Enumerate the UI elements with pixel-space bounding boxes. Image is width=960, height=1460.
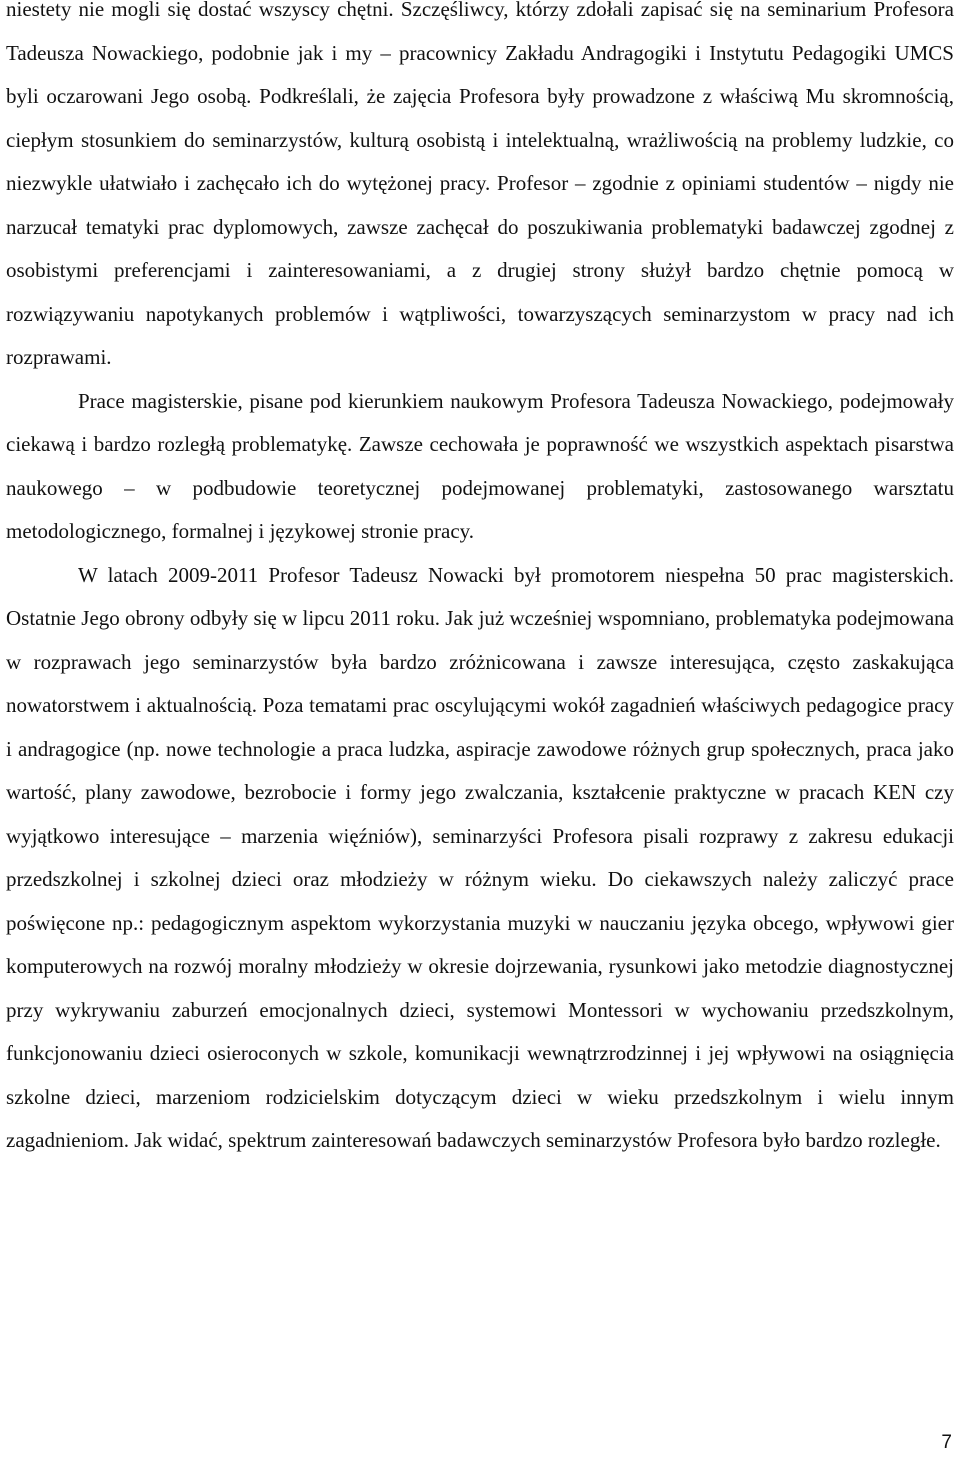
document-page [6, 0, 954, 1460]
paragraph-seminar-continuation: niestety nie mogli się dostać wszyscy chętni. Szczęśliwcy, którzy zdołali zapisać się na seminarium Profesora Tadeusza Nowackiego, podobnie jak i my – pracownicy Zakładu Andragogiki i Instytutu Pedagogiki UMCS byli oczarowani Jego osobą. Podkreślali, że zajęcia Profesora były prowadzone z właściwą Mu skromnością, ciepłym stosunkiem do seminarzystów, kulturą osobistą i intelektualną, wrażliwością na problemy ludzkie, co niezwykle ułatwiało i zachęcało ich do wytężonej pracy. Profesor – zgodnie z opiniami studentów – nigdy nie narzucał tematyki prac dyplomowych, zawsze zachęcał do poszukiwania problematyki badawczej zgodnej z osobistymi preferencjami i zainteresowaniami, a z drugiej strony służył bardzo chętnie pomocą w rozwiązywaniu napotykanych problemów i wątpliwości, towarzyszących seminarzystom w pracy nad ich rozprawami. [6, 0, 954, 369]
page-number: 7 [941, 1432, 952, 1453]
paragraph-promoted-theses: W latach 2009-2011 Profesor Tadeusz Nowacki był promotorem niespełna 50 prac magisterskich. Ostatnie Jego obrony odbyły się w lipcu 2011 roku. Jak już wcześniej wspomniano, problematyka podejmowana w rozprawach jego seminarzystów była bardzo zróżnicowana i zawsze interesująca, często zaskakująca nowatorstwem i aktualnością. Poza tematami prac oscylującymi wokół zagadnień właściwych pedagogice pracy i andragogice (np. nowe technologie a praca ludzka, aspiracje zawodowe różnych grup społecznych, praca jako wartość, plany zawodowe, bezrobocie i formy jego zwalczania, kształcenie praktyczne w pracach KEN czy wyjątkowo interesujące – marzenia więźniów), seminarzyści Profesora pisali rozprawy z zakresu edukacji przedszkolnej i szkolnej dzieci oraz młodzieży w różnym wieku. Do ciekawszych należy zaliczyć prace poświęcone np.: pedagogicznym aspektom wykorzystania muzyki w nauczaniu języka obcego, wpływowi gier komputerowych na rozwój moralny młodzieży w okresie dojrzewania, rysunkowi jako metodzie diagnostycznej przy wykrywaniu zaburzeń emocjonalnych dzieci, systemowi Montessori w wychowaniu przedszkolnym, funkcjonowaniu dzieci osieroconych w szkole, komunikacji wewnątrzrodzinnej i jej wpływowi na osiągnięcia szkolne dzieci, marzeniom rodzicielskim dotyczącym dzieci w wieku przedszkolnym i wielu innym zagadnieniom. Jak widać, spektrum zainteresowań badawczych seminarzystów Profesora było bardzo rozległe. [6, 562, 954, 1152]
paragraph-master-theses: Prace magisterskie, pisane pod kierunkiem naukowym Profesora Tadeusza Nowackiego, podejmowały ciekawą i bardzo rozległą problematykę. Zawsze cechowała je poprawność we wszystkich aspektach pisarstwa naukowego – w podbudowie teoretycznej podejmowanej problematyki, zastosowanego warsztatu metodologicznego, formalnej i językowej stronie pracy. [6, 388, 954, 543]
